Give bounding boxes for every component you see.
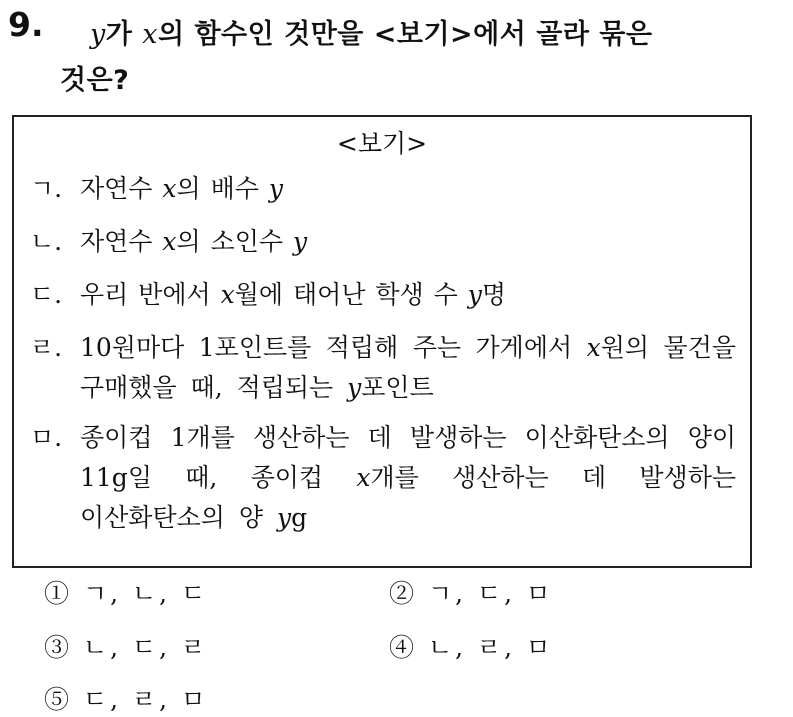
choice-number: ② xyxy=(389,579,418,608)
example-item-4 xyxy=(30,328,736,408)
question-stem xyxy=(60,12,780,104)
choice-2[interactable] xyxy=(389,578,553,610)
item-text-part: 종이컵 1개를 생산하는 데 발생하는 이산화탄소의 양이 11g일 때, 종이컵 xyxy=(80,423,736,492)
item-text xyxy=(80,418,736,538)
item-var-y: y xyxy=(268,174,283,203)
example-box-title: <보기> xyxy=(336,129,428,158)
item-var-y: y xyxy=(293,227,308,256)
item-text-part: 10원마다 1포인트를 적립해 주는 가게에서 xyxy=(80,333,587,362)
example-item-5 xyxy=(30,418,736,538)
item-text xyxy=(80,222,736,262)
choice-text: ㄷ, ㄹ, ㅁ xyxy=(82,685,209,714)
item-marker: ㄱ. xyxy=(30,174,63,203)
stem-text-1: 가 xyxy=(105,19,143,50)
stem-var-x: x xyxy=(142,19,158,50)
item-text-part: 자연수 xyxy=(80,174,163,203)
item-text xyxy=(80,275,736,315)
choice-number: ④ xyxy=(389,633,418,662)
choice-text: ㄴ, ㄷ, ㄹ xyxy=(82,633,209,662)
item-var-y: y xyxy=(467,280,482,309)
choice-text: ㄴ, ㄹ, ㅁ xyxy=(427,633,554,662)
choice-4[interactable] xyxy=(389,632,553,664)
item-text-part: 개를 생산하는 데 발생하는 이산화탄소의 양 xyxy=(80,463,736,532)
item-text-part: 포인트 xyxy=(361,373,434,402)
item-text-part: g xyxy=(291,503,308,532)
item-text-part: 의 배수 xyxy=(176,174,269,203)
item-text xyxy=(80,328,736,408)
choice-1[interactable] xyxy=(44,578,208,610)
choice-3[interactable] xyxy=(44,632,208,664)
item-text-part: 명 xyxy=(481,280,507,309)
item-marker: ㄷ. xyxy=(30,280,63,309)
example-item-2 xyxy=(30,222,736,262)
item-var-x: x xyxy=(356,463,371,492)
stem-text-2: 의 함수인 것만을 <보기>에서 골라 묶은 xyxy=(157,19,653,50)
item-var-y: y xyxy=(276,503,292,532)
item-marker: ㄴ. xyxy=(30,227,63,256)
item-var-x: x xyxy=(586,333,601,362)
item-text-part: 의 소인수 xyxy=(176,227,294,256)
stem-var-y: y xyxy=(90,19,106,50)
example-item-3 xyxy=(30,275,736,315)
item-text xyxy=(80,169,736,209)
question-number: 9. xyxy=(8,5,44,44)
choice-5[interactable] xyxy=(44,684,208,716)
stem-text-line2: 것은? xyxy=(60,65,130,96)
choice-number: ① xyxy=(44,579,73,608)
choice-number: ⑤ xyxy=(44,685,73,714)
item-var-x: x xyxy=(162,227,177,256)
item-marker: ㄹ. xyxy=(30,333,63,362)
choice-text: ㄱ, ㄷ, ㅁ xyxy=(427,579,554,608)
example-items xyxy=(30,169,736,551)
choice-text: ㄱ, ㄴ, ㄷ xyxy=(82,579,209,608)
item-var-x: x xyxy=(162,174,177,203)
item-marker: ㅁ. xyxy=(30,423,63,452)
item-var-x: x xyxy=(220,280,235,309)
example-box xyxy=(12,115,752,568)
item-text-part: 월에 태어난 학생 수 xyxy=(234,280,468,309)
item-text-part: 원의 물건을 구매했을 때, 적립되는 xyxy=(80,333,737,402)
item-var-y: y xyxy=(347,373,362,402)
choice-number: ③ xyxy=(44,633,73,662)
item-text-part: 자연수 xyxy=(80,227,163,256)
item-text-part: 우리 반에서 xyxy=(80,280,221,309)
example-item-1 xyxy=(30,169,736,209)
